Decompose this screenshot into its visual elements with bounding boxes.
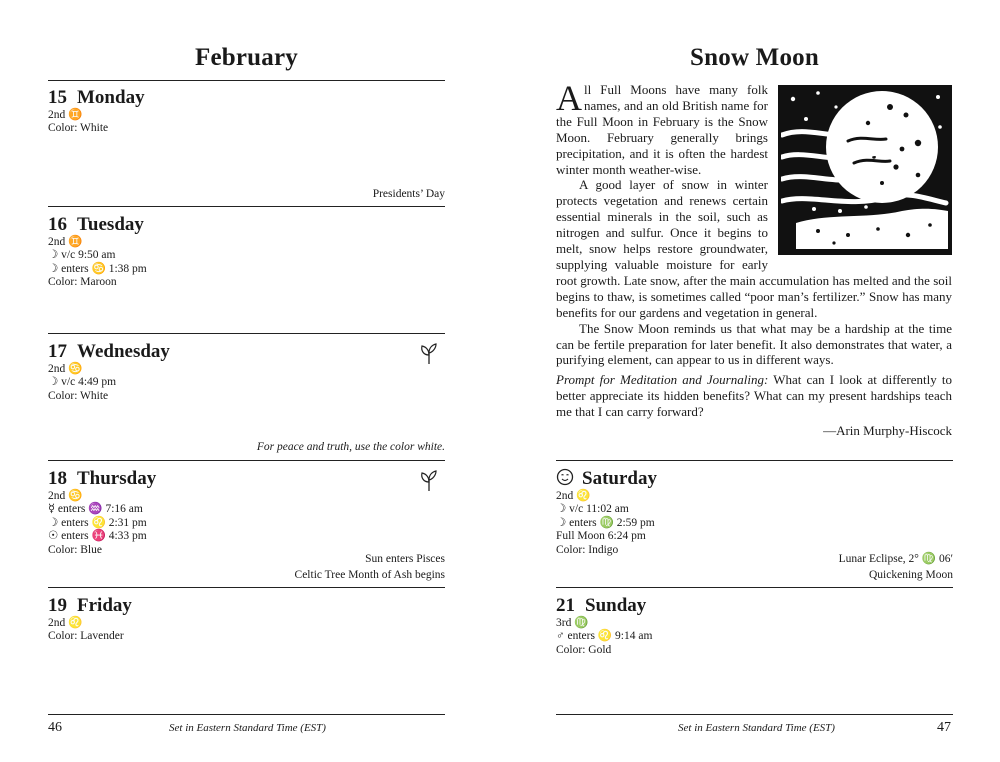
moon-sign: 2nd ♋ bbox=[48, 490, 83, 502]
holiday-note: Presidents’ Day bbox=[372, 188, 445, 200]
event-note: Celtic Tree Month of Ash begins bbox=[294, 569, 445, 581]
day-number: 21 bbox=[556, 595, 575, 616]
day-entry-15 bbox=[48, 87, 445, 205]
page-number: 46 bbox=[48, 720, 62, 735]
moon-void-of-course: ☽ v/c 11:02 am bbox=[556, 503, 629, 516]
article-body bbox=[556, 78, 952, 439]
color-tip-note: For peace and truth, use the color white. bbox=[256, 441, 445, 453]
divider bbox=[556, 460, 953, 461]
eclipse-note: Lunar Eclipse, 2° ♍ 06′ bbox=[838, 553, 953, 565]
leaf-icon bbox=[419, 343, 439, 365]
day-color: Color: Lavender bbox=[48, 630, 124, 643]
moon-name-note: Quickening Moon bbox=[868, 569, 953, 581]
moon-void-of-course: ☽ v/c 4:49 pm bbox=[48, 376, 117, 389]
day-number: 15 bbox=[48, 87, 67, 108]
day-heading bbox=[48, 595, 445, 617]
day-heading bbox=[48, 87, 445, 109]
day-name: Thursday bbox=[77, 468, 157, 489]
mercury-ingress: ☿ enters ♒ 7:16 am bbox=[48, 503, 143, 516]
day-number: 18 bbox=[48, 468, 67, 489]
prompt-label: Prompt for Meditation and Journaling: bbox=[556, 372, 769, 388]
right-page bbox=[556, 0, 953, 762]
divider bbox=[48, 460, 445, 461]
moon-sign: 2nd ♌ bbox=[48, 617, 83, 629]
left-page bbox=[48, 0, 445, 762]
drop-cap: A bbox=[556, 78, 582, 118]
day-heading bbox=[556, 595, 953, 617]
day-heading bbox=[556, 468, 953, 490]
day-number: 16 bbox=[48, 214, 67, 235]
day-color: Color: Maroon bbox=[48, 276, 117, 289]
day-name: Friday bbox=[77, 595, 132, 616]
day-number: 17 bbox=[48, 341, 67, 362]
day-color: Color: White bbox=[48, 389, 109, 402]
sun-ingress: ☉ enters ♓ 4:33 pm bbox=[48, 530, 147, 543]
moon-ingress: ☽ enters ♋ 1:38 pm bbox=[48, 262, 147, 275]
moon-sign: 2nd ♌ bbox=[556, 490, 591, 502]
footer-note: Set in Eastern Standard Time (EST) bbox=[678, 722, 835, 734]
leaf-icon bbox=[419, 470, 439, 492]
mars-ingress: ♂ enters ♌ 9:14 am bbox=[556, 630, 653, 643]
moon-sign: 3rd ♍ bbox=[556, 617, 589, 629]
footer-note: Set in Eastern Standard Time (EST) bbox=[169, 722, 326, 734]
day-name: Tuesday bbox=[77, 214, 144, 235]
day-entry-17 bbox=[48, 341, 445, 459]
full-moon-woodcut-illustration bbox=[778, 85, 952, 255]
day-name: Wednesday bbox=[77, 341, 170, 362]
day-heading bbox=[48, 468, 445, 490]
day-color: Color: Blue bbox=[48, 543, 102, 556]
moon-sign: 2nd ♊ bbox=[48, 109, 83, 121]
moon-ingress: ☽ enters ♌ 2:31 pm bbox=[48, 516, 147, 529]
article-title: Snow Moon bbox=[690, 44, 819, 71]
moon-sign: 2nd ♋ bbox=[48, 363, 83, 375]
day-color: Color: Gold bbox=[556, 643, 612, 656]
day-name: Sunday bbox=[585, 595, 647, 616]
day-entry-19 bbox=[48, 595, 445, 713]
day-name: Saturday bbox=[582, 468, 657, 489]
article-paragraph: All Full Moons have many folk names, and an old British name for the Full Moon in February is the Snow Moon. February generally brings precipitation, and it is often the hardest winter month weather-wise. bbox=[556, 78, 768, 177]
day-color: Color: Indigo bbox=[556, 543, 619, 556]
day-number: 19 bbox=[48, 595, 67, 616]
day-entry-21 bbox=[556, 595, 953, 713]
divider bbox=[48, 333, 445, 334]
prompt-text: What can I look at differently to better appreciate its hidden benefits? What can my present hardships teach me that I can carry forward? bbox=[556, 372, 952, 420]
day-heading bbox=[48, 214, 445, 236]
full-moon-face-icon bbox=[556, 468, 574, 486]
moon-sign: 2nd ♊ bbox=[48, 236, 83, 248]
event-note: Sun enters Pisces bbox=[365, 553, 445, 565]
article-paragraph: The Snow Moon reminds us that what may be a hardship at the time can be fertile preparation for later benefit. It also demonstrates that water, a purifying element, can appear to us in different ways. bbox=[556, 320, 952, 368]
moon-ingress: ☽ enters ♍ 2:59 pm bbox=[556, 516, 655, 529]
divider bbox=[48, 80, 445, 81]
article-paragraph: A good layer of snow in winter protects vegetation and renews certain essential minerals in the soil, such as nitrogen and sulfur. Once it begins to melt, snow helps restore groundwater, supplying valuable moisture for early root growth. Late snow, after the main accumulation has melted and the soil begins to thaw, is sometimes called “poor man’s fertilizer.” Snow has many benefits for our gardens and vegetation in general. bbox=[556, 177, 952, 320]
day-entry-20 bbox=[556, 468, 953, 586]
divider bbox=[48, 587, 445, 588]
day-entry-18 bbox=[48, 468, 445, 586]
divider bbox=[48, 714, 445, 715]
moon-void-of-course: ☽ v/c 9:50 am bbox=[48, 249, 116, 262]
day-heading bbox=[48, 341, 445, 363]
divider bbox=[556, 714, 953, 715]
author-signature: —Arin Murphy-Hiscock bbox=[823, 423, 952, 439]
full-moon-time: Full Moon 6:24 pm bbox=[556, 530, 646, 543]
divider bbox=[556, 587, 953, 588]
day-entry-16 bbox=[48, 214, 445, 332]
day-color: Color: White bbox=[48, 122, 109, 135]
page-number: 47 bbox=[937, 720, 951, 735]
day-name: Monday bbox=[77, 87, 145, 108]
divider bbox=[48, 206, 445, 207]
journal-prompt bbox=[556, 372, 952, 420]
page-title: February bbox=[195, 44, 298, 71]
